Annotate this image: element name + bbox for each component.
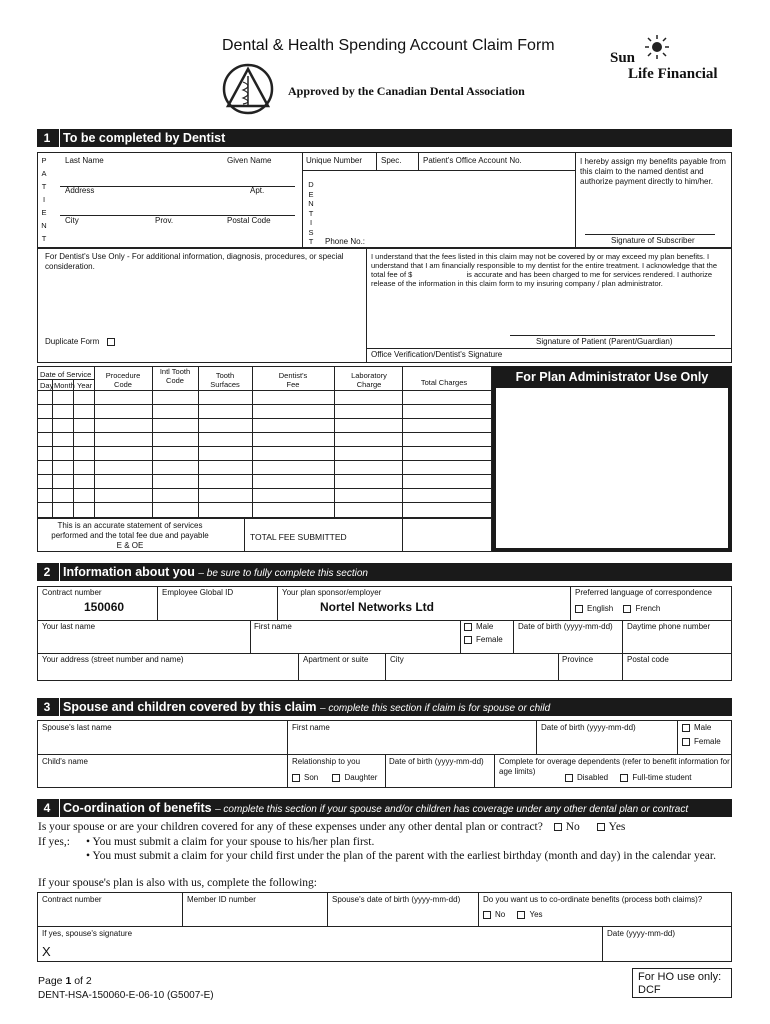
male-checkbox[interactable] — [464, 623, 472, 631]
form-subtitle: Approved by the Canadian Dental Association — [288, 84, 525, 98]
daughter-checkbox[interactable] — [332, 774, 340, 782]
spouse-first-name-label: First name — [292, 723, 330, 732]
childs-name-label: Child's name — [42, 757, 88, 766]
logo-life-financial: Life Financial — [628, 66, 718, 82]
plan-admin-title: For Plan Administrator Use Only — [515, 370, 709, 384]
section-title: Spouse and children covered by this claim – complete this section if claim is for spouse or child — [63, 700, 551, 714]
date-label: Date (yyyy-mm-dd) — [607, 929, 676, 938]
coordinate-benefits-label: Do you want us to co-ordinate benefits (process both claims)? — [483, 895, 703, 904]
french-checkbox[interactable] — [623, 605, 631, 613]
spouse-male-option: Male — [682, 723, 711, 733]
sun-life-logo — [610, 34, 732, 86]
if-yes-label: If yes,: — [38, 836, 70, 848]
page-number: Page 1 of 2 — [38, 975, 92, 987]
language-options: English French — [575, 604, 660, 614]
apt-label: Apt. — [250, 186, 265, 195]
member-id-label: Member ID number — [187, 895, 256, 904]
relationship-options: Son Daughter — [292, 773, 377, 783]
contract-number-value[interactable]: 150060 — [84, 600, 125, 614]
duplicate-form-checkbox[interactable] — [107, 338, 115, 346]
cda-emblem-icon — [221, 62, 275, 116]
female-checkbox[interactable] — [682, 738, 690, 746]
plan-sponsor-label: Your plan sponsor/employer — [282, 588, 382, 597]
month-header: Month — [54, 381, 75, 390]
accurate-statement-text: This is an accurate statement of services performed and the total fee due and payable E & OE — [51, 521, 209, 550]
section-number: 3 — [43, 700, 51, 714]
instruction-bullet-1: • You must submit a claim for your spouse to his/her plan first. — [86, 836, 375, 848]
your-last-name-label: Your last name — [42, 622, 96, 631]
cda-logo — [221, 62, 275, 116]
section-title: Co-ordination of benefits – complete this section if your spouse and/or children has coverage under any other dental plan or contract — [63, 801, 689, 815]
spouse-female-option: Female — [682, 737, 721, 747]
coordinate-options: No Yes — [483, 910, 543, 920]
office-account-label: Patient's Office Account No. — [423, 156, 522, 165]
total-fee-submitted-label: TOTAL FEE SUBMITTED — [250, 532, 347, 542]
prov-label: Prov. — [155, 216, 174, 225]
signature-x[interactable]: X — [42, 944, 51, 959]
coverage-question: Is your spouse or are your children covered for any of these expenses under any other dental plan or contract? No Yes — [38, 821, 626, 833]
male-option: Male — [464, 622, 493, 632]
employee-id-label: Employee Global ID — [162, 588, 234, 597]
lab-charge-header: Laboratory Charge — [351, 371, 387, 389]
dentist-vertical-label: D E N T I S T — [308, 180, 314, 246]
section2-header — [37, 563, 732, 581]
duplicate-form-label: Duplicate Form — [45, 337, 119, 347]
postal-code-label: Postal Code — [227, 216, 271, 225]
section3-header — [37, 698, 732, 716]
tooth-surfaces-header: Tooth Surfaces — [210, 371, 240, 389]
given-name-label: Given Name — [227, 156, 272, 165]
your-address-label: Your address (street number and name) — [42, 655, 184, 664]
section-title: Information about you – be sure to fully complete this section — [63, 565, 368, 579]
spouse-dob-label: Spouse's date of birth (yyyy-mm-dd) — [332, 895, 461, 904]
year-header: Year — [77, 381, 93, 390]
dob-label: Date of birth (yyyy-mm-dd) — [518, 622, 613, 631]
patient-signature-label: Signature of Patient (Parent/Guardian) — [536, 337, 673, 346]
preferred-language-label: Preferred language of correspondence — [575, 588, 712, 597]
form-code: DENT-HSA-150060-E-06-10 (G5007-E) — [38, 990, 214, 1001]
spouse-contract-number-label: Contract number — [42, 895, 102, 904]
day-header: Day — [40, 381, 54, 390]
logo-sun: Sun — [610, 50, 636, 66]
section4-header — [37, 799, 732, 817]
disabled-checkbox[interactable] — [565, 774, 573, 782]
postal-code-label: Postal code — [627, 655, 669, 664]
instruction-bullet-2: • You must submit a claim for your child first under the plan of the parent with the earliest birthday (month and day) in the calendar year. — [86, 850, 716, 862]
fulltime-student-checkbox[interactable] — [620, 774, 628, 782]
spouse-dob-label: Date of birth (yyyy-mm-dd) — [541, 723, 636, 732]
english-checkbox[interactable] — [575, 605, 583, 613]
spec-label: Spec. — [381, 156, 402, 165]
daytime-phone-label: Daytime phone number — [627, 622, 711, 631]
phone-label: Phone No.: — [325, 237, 366, 246]
female-option: Female — [464, 635, 503, 645]
understand-text: I understand that the fees listed in this claim may not be covered by or may exceed my plan benefits. I understand that I am financially responsible to my dentist for the entire treatment. I acknowledge that the total fee of $ is accurate and has been charged to me for services rendered. I authorize release of the information in this claim form to my insuring company / plan administrator. — [371, 252, 718, 288]
dentist-use-text: For Dentist's Use Only - For additional information, diagnosis, procedures, or special consideration. — [45, 252, 344, 271]
dentists-fee-header: Dentist's Fee — [278, 371, 308, 389]
section-number: 2 — [43, 565, 51, 579]
spouse-plan-instruction: If your spouse's plan is also with us, complete the following: — [38, 877, 317, 889]
overage-label: Complete for overage dependents (refer to benefit information for age limits) — [499, 757, 730, 776]
plan-sponsor-value[interactable]: Nortel Networks Ltd — [320, 600, 435, 614]
procedure-code-header: Procedure Code — [105, 371, 141, 389]
male-checkbox[interactable] — [682, 724, 690, 732]
section1-header — [37, 129, 732, 147]
relationship-label: Relationship to you — [292, 757, 361, 766]
dcf-label: DCF — [638, 984, 661, 996]
office-verification-label: Office Verification/Dentist's Signature — [371, 350, 503, 359]
date-of-service-header: Date of Service — [40, 370, 92, 379]
spouse-last-name-label: Spouse's last name — [42, 723, 112, 732]
province-label: Province — [562, 655, 594, 664]
first-name-label: First name — [254, 622, 292, 631]
son-checkbox[interactable] — [292, 774, 300, 782]
no-checkbox[interactable] — [483, 911, 491, 919]
no-checkbox[interactable] — [554, 823, 562, 831]
form-title: Dental & Health Spending Account Claim Form — [222, 37, 555, 54]
unique-number-label: Unique Number — [306, 156, 363, 165]
assign-benefits-text: I hereby assign my benefits payable from this claim to the named dentist and authorize payment directly to him/her. — [580, 157, 726, 186]
apartment-label: Apartment or suite — [303, 655, 369, 664]
city-label: City — [390, 655, 404, 664]
city-label: City — [65, 216, 79, 225]
ho-use-label: For HO use only: — [638, 971, 722, 983]
yes-checkbox[interactable] — [597, 823, 605, 831]
patient-vertical-label: P A T I E N T — [41, 156, 47, 243]
section-number: 4 — [43, 801, 51, 815]
section-title: To be completed by Dentist — [63, 131, 226, 145]
section-number: 1 — [43, 131, 51, 145]
female-checkbox[interactable] — [464, 636, 472, 644]
child-dob-label: Date of birth (yyyy-mm-dd) — [389, 757, 484, 766]
contract-number-label: Contract number — [42, 588, 102, 597]
spouse-signature-label: If yes, spouse's signature — [42, 929, 133, 938]
subscriber-signature-label: Signature of Subscriber — [611, 236, 695, 245]
total-charges-header: Total Charges — [420, 378, 468, 387]
last-name-label: Last Name — [65, 156, 104, 165]
yes-checkbox[interactable] — [517, 911, 525, 919]
sun-icon — [644, 34, 670, 60]
overage-options: Disabled Full-time student — [565, 773, 692, 783]
address-label: Address — [65, 186, 95, 195]
intl-tooth-code-header: Intl Tooth Code — [159, 367, 191, 385]
